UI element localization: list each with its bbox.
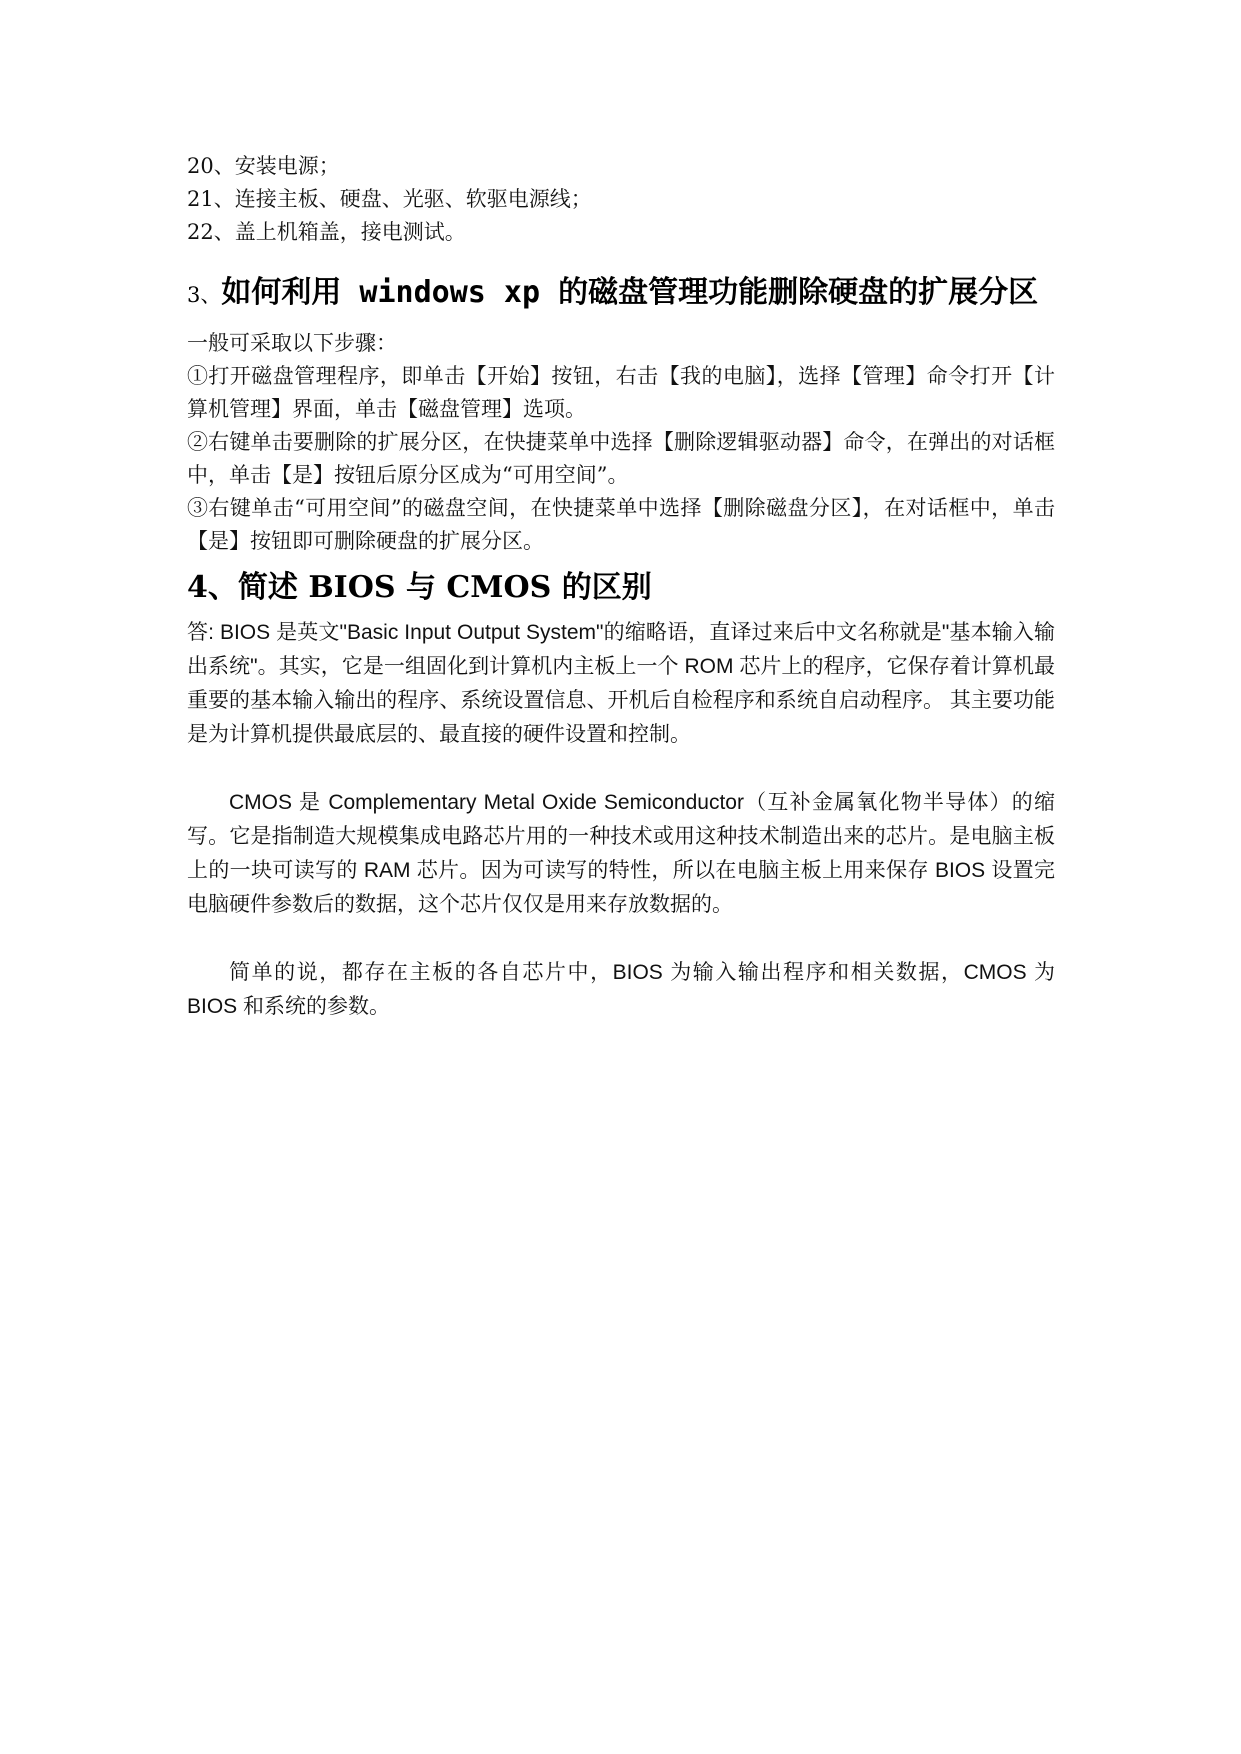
- page-content: [187, 150, 1055, 1024]
- section-3-heading: [187, 261, 1055, 327]
- install-step-22: 22、盖上机箱盖，接电测试。: [187, 220, 466, 244]
- section-3-step-3: ③右键单击“可用空间”的磁盘空间，在快捷菜单中选择【删除磁盘分区】，在对话框中，单击【是】按钮即可删除硬盘的扩展分区。: [187, 496, 1055, 553]
- section-4-heading: 4、简述 BIOS 与 CMOS 的区别: [187, 570, 652, 605]
- section-3-number: 3、: [187, 283, 222, 307]
- section-3-title: 如何利用 windows xp 的磁盘管理功能删除硬盘的扩展分区: [221, 275, 1039, 310]
- cmos-paragraph: CMOS 是 Complementary Metal Oxide Semiconductor（互补金属氧化物半导体）的缩写。它是指制造大规模集成电路芯片用的一种技术或用这种技术制造出来的芯片。是电脑主板上的一块可读写的 RAM 芯片。因为可读写的特性，所以在电脑主板上用来保存 BIOS 设置完电脑硬件参数后的数据，这个芯片仅仅是用来存放数据的。: [187, 791, 1055, 916]
- section-3-intro: 一般可采取以下步骤：: [187, 331, 397, 355]
- install-step-20: 20、安装电源；: [187, 154, 340, 178]
- bios-answer-paragraph: 答: BIOS 是英文"Basic Input Output System"的缩略语，直译过来后中文名称就是"基本输入输出系统"。其实，它是一组固化到计算机内主板上一个 ROM 芯片上的程序，它保存着计算机最重要的基本输入输出的程序、系统设置信息、开机后自检程序和系统自启动程序。 其主要功能是为计算机提供最底层的、最直接的硬件设置和控制。: [187, 621, 1055, 746]
- paragraph-gap: [187, 752, 1055, 786]
- paragraph-gap: [187, 922, 1055, 956]
- section-3-step-1: ①打开磁盘管理程序，即单击【开始】按钮，右击【我的电脑】，选择【管理】命令打开【计算机管理】界面，单击【磁盘管理】选项。: [187, 364, 1055, 421]
- section-3-step-2: ②右键单击要删除的扩展分区，在快捷菜单中选择【删除逻辑驱动器】命令，在弹出的对话框中，单击【是】按钮后原分区成为“可用空间”。: [187, 430, 1055, 487]
- summary-paragraph: 简单的说，都存在主板的各自芯片中，BIOS 为输入输出程序和相关数据，CMOS 为 BIOS 和系统的参数。: [187, 961, 1055, 1018]
- install-step-21: 21、连接主板、硬盘、光驱、软驱电源线；: [187, 187, 592, 211]
